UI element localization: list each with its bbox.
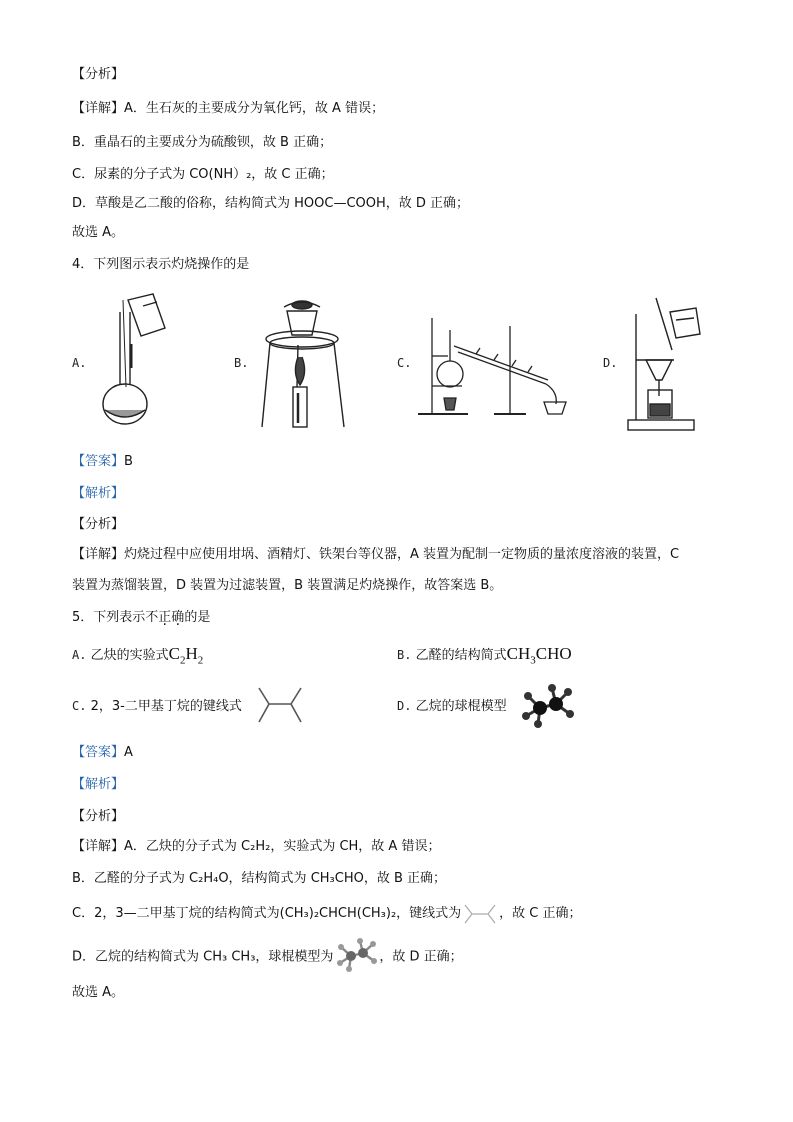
q3-detail-tag: 【详解】	[72, 101, 125, 116]
q5-detail-line-a	[72, 838, 440, 856]
q5-opt-c-label: C.	[72, 699, 87, 713]
q5-line-b: B．乙醛的分子式为 C₂H₄O，结构简式为 CH₃CHO，故 B 正确；	[72, 871, 447, 886]
q4-option-c-label: C.	[397, 356, 412, 370]
q4-detail-tag: 【详解】	[72, 547, 125, 562]
ball-stick-inline	[333, 948, 379, 966]
q3-line-b: B．重晶石的主要成分为硫酸钡，故 B 正确；	[72, 135, 333, 150]
q4-answer-tag: 【答案】	[72, 454, 125, 469]
q5-opt-c-text: 2，3-二甲基丁烷的键线式	[90, 699, 242, 714]
q5-conclusion: 故选 A。	[72, 985, 125, 1000]
q4-answer: B	[124, 454, 133, 469]
q4-stem: 4．下列图示表示灼烧操作的是	[72, 257, 250, 272]
q4-detail-line-2: 装置为蒸馏装置，D 装置为过滤装置，B 装置满足灼烧操作，故答案选 B。	[72, 578, 503, 593]
q4-option-b-label: B.	[234, 356, 249, 370]
q5-opt-d-label: D.	[397, 699, 412, 713]
q5-line-d	[72, 948, 463, 967]
q5-line-d-pre: D．乙烷的结构简式为 CH₃ CH₃，球棍模型为	[72, 949, 334, 965]
q5-stem	[72, 609, 210, 627]
q3-conclusion: 故选 A。	[72, 225, 125, 240]
q5-stem-dot2: 确	[171, 610, 185, 625]
q5-line-c-pre: C．2，3—二甲基丁烷的结构简式为(CH₃)₂CHCH(CH₃)₂，键线式为	[72, 906, 462, 921]
q5-jiexi-tag: 【解析】	[72, 777, 125, 792]
q5-analysis-tag: 【分析】	[72, 809, 125, 824]
q5-option-d	[397, 697, 507, 716]
q5-answer: A	[124, 745, 133, 760]
q5-opt-b-text: 乙醛的结构简式	[415, 648, 507, 663]
ball-stick-small-icon	[337, 938, 377, 972]
q5-opt-a-label: A.	[72, 648, 87, 662]
filtration-figure	[626, 294, 700, 434]
q4-answer-line	[72, 453, 133, 471]
q5-line-c-post: ，故 C 正确；	[499, 906, 582, 921]
q5-opt-a-text: 乙炔的实验式	[90, 648, 169, 663]
q5-stem-post: 的是	[184, 610, 211, 625]
q4-detail-1: 灼烧过程中应使用坩埚、酒精灯、铁架台等仪器，A 装置为配制一定物质的量浓度溶液的装置，C	[124, 547, 680, 562]
q5-opt-b-formula: $CH_3CHO$	[506, 644, 572, 667]
skeletal-formula-small-icon	[463, 903, 497, 925]
q4-analysis-tag: 【分析】	[72, 517, 125, 532]
crucible-heating-figure	[262, 295, 354, 430]
q5-option-b	[397, 645, 572, 669]
q5-stem-dot1: 正	[158, 610, 172, 625]
q4-option-a-label: A.	[72, 356, 87, 370]
q3-line-c: C．尿素的分子式为 CO(NH）₂，故 C 正确；	[72, 167, 334, 182]
distillation-figure	[418, 318, 568, 420]
q5-stem-pre: 5．下列表示不	[72, 610, 159, 625]
q5-detail-a: A．乙炔的分子式为 C₂H₂，实验式为 CH，故 A 错误；	[124, 839, 441, 854]
q5-detail-tag: 【详解】	[72, 839, 125, 854]
q3-detail-a: A．生石灰的主要成分为氧化钙，故 A 错误；	[124, 101, 385, 116]
q5-line-c	[72, 905, 582, 923]
q5-opt-a-formula: $C_2H_2$	[168, 644, 204, 667]
volumetric-flask-figure	[95, 292, 175, 432]
q4-jiexi-tag: 【解析】	[72, 486, 125, 501]
q3-line-d: D．草酸是乙二酸的俗称，结构简式为 HOOC—COOH，故 D 正确；	[72, 196, 470, 211]
q5-answer-line	[72, 744, 133, 762]
q5-line-d-post: ，故 D 正确；	[379, 949, 463, 965]
q5-answer-tag: 【答案】	[72, 745, 125, 760]
q5-option-a	[72, 645, 203, 669]
skeletal-formula-figure	[257, 686, 303, 726]
q4-option-d-label: D.	[603, 356, 618, 370]
q3-detail-line-a	[72, 100, 384, 118]
q3-analysis-tag: 【分析】	[72, 67, 125, 82]
q5-option-c	[72, 697, 242, 716]
q5-opt-d-text: 乙烷的球棍模型	[415, 699, 507, 714]
q4-detail-line-1	[72, 546, 679, 564]
skeletal-formula-inline	[461, 907, 499, 921]
q5-opt-b-label: B.	[397, 648, 412, 662]
ball-stick-model-figure	[522, 684, 574, 728]
